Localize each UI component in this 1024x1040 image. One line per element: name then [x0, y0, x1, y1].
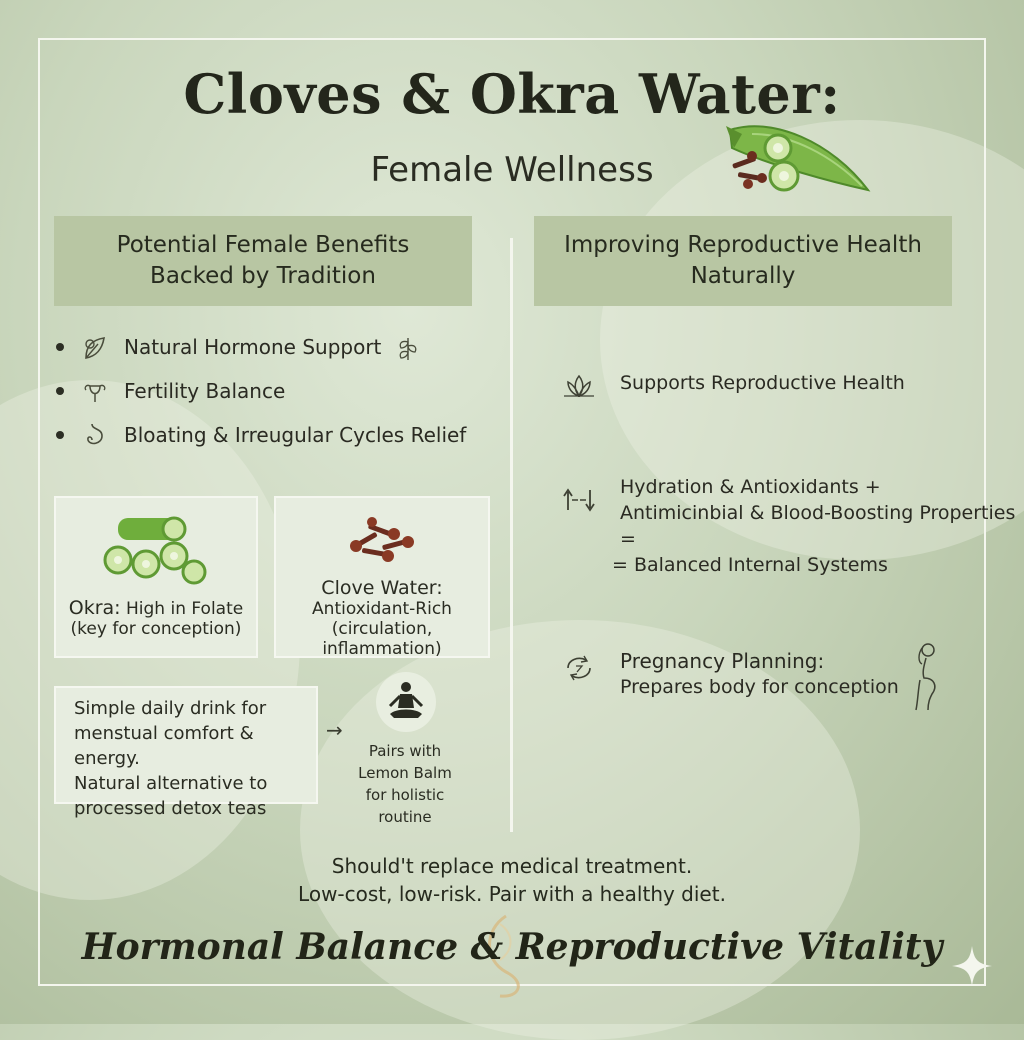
left-heading-line: Backed by Tradition — [150, 263, 376, 289]
clove-line2: (circulation, inflammation) — [322, 619, 442, 659]
benefit-label: Natural Hormone Support — [124, 335, 382, 359]
meditation-icon — [376, 672, 436, 732]
right-heading-line: Naturally — [690, 263, 796, 289]
left-panel-heading — [54, 216, 472, 306]
okra-line1: High in Folate — [126, 599, 244, 619]
daily-drink-card — [54, 686, 318, 819]
right-item-title: Pregnancy Planning: — [620, 649, 825, 673]
bullet-dot — [56, 431, 64, 439]
right-item-line: = Balanced Internal Systems — [612, 554, 888, 576]
disclaimer-line: Low-cost, low-risk. Pair with a healthy diet. — [298, 882, 726, 906]
right-item-line: Prepares body for conception — [620, 676, 899, 698]
okra-slices-image — [96, 510, 216, 586]
clove-card — [274, 496, 490, 658]
cloves-image — [342, 508, 422, 568]
stomach-icon — [80, 420, 110, 450]
benefit-item-hormone — [56, 332, 437, 362]
left-heading-line: Potential Female Benefits — [116, 232, 410, 258]
bullet-dot — [56, 343, 64, 351]
disclaimer-line: Should't replace medical treatment. — [331, 854, 693, 878]
arrow-right-icon: → — [326, 718, 343, 742]
okra-card — [54, 496, 258, 658]
right-panel-heading — [534, 216, 952, 306]
sparkle-icon — [950, 944, 994, 988]
benefit-item-fertility — [56, 376, 285, 406]
right-item-line: Hydration & Antioxidants + — [620, 476, 881, 498]
right-item-line: Antimicinbial & Blood-Boosting Properties = — [620, 502, 1016, 550]
daily-line: menstual comfort & energy. — [74, 723, 254, 769]
daily-line: processed detox teas — [74, 798, 267, 819]
page-subtitle: Female Wellness — [370, 150, 654, 190]
pregnant-woman-icon — [906, 640, 946, 712]
okra-cloves-illustration — [712, 112, 876, 196]
benefit-label: Bloating & Irreugular Cycles Relief — [124, 423, 467, 447]
tagline: Hormonal Balance & Reproductive Vitality — [81, 926, 943, 968]
pairs-line: Pairs with — [368, 742, 442, 760]
okra-title: Okra: — [68, 597, 121, 619]
leaf-icon — [80, 332, 110, 362]
pairs-line: Lemon Balm — [358, 764, 452, 782]
exchange-icon — [560, 484, 598, 516]
disclaimer-note — [0, 852, 1024, 908]
clove-line1: Antioxidant-Rich — [312, 599, 452, 619]
right-heading-line: Improving Reproductive Health — [564, 232, 922, 258]
column-divider — [510, 238, 513, 832]
pairs-line: for holistic routine — [365, 786, 445, 826]
okra-line2: (key for conception) — [70, 619, 242, 639]
right-item-reproductive — [560, 370, 905, 402]
cycle-icon — [560, 652, 598, 684]
benefit-label: Fertility Balance — [124, 379, 286, 403]
benefit-item-bloating — [56, 420, 466, 450]
daily-line: Simple daily drink for — [74, 698, 267, 719]
lotus-icon — [560, 370, 598, 402]
page-title: Cloves & Okra Water: — [183, 62, 841, 126]
right-item-pregnancy — [560, 648, 899, 700]
bullet-dot — [56, 387, 64, 395]
daily-line: Natural alternative to — [74, 773, 268, 794]
pairs-note — [340, 740, 470, 828]
uterus-icon — [80, 376, 110, 406]
right-item-hydration — [560, 474, 1024, 578]
clove-title: Clove Water: — [321, 577, 443, 599]
right-item-label: Supports Reproductive Health — [620, 372, 905, 394]
herb-icon — [393, 332, 423, 362]
